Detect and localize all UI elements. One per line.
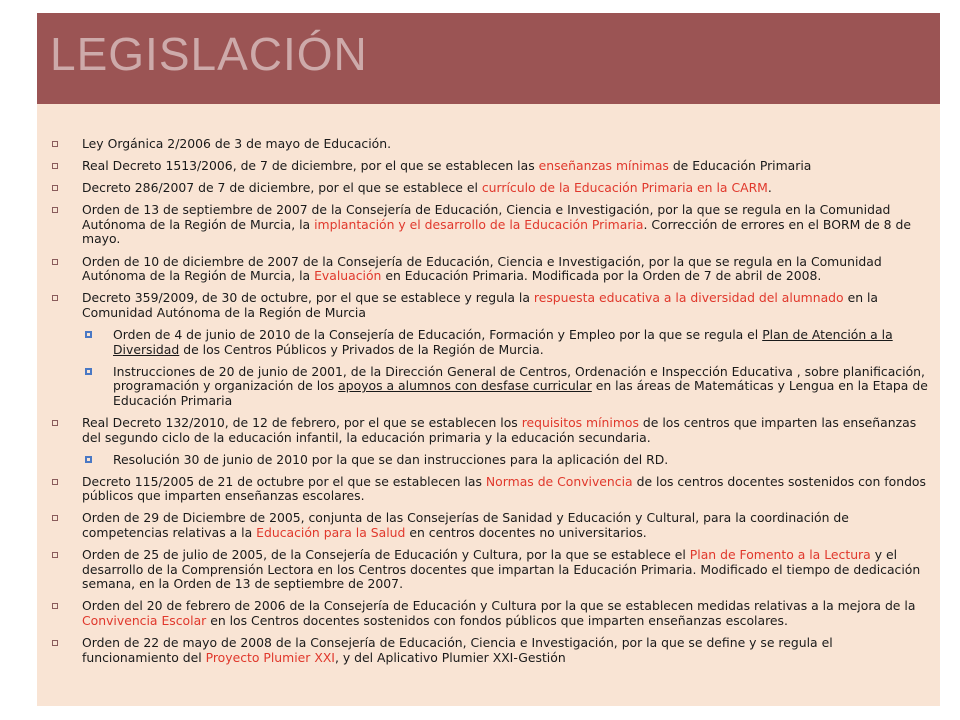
highlight-text: Proyecto Plumier XXI (205, 649, 335, 665)
list-item (37, 636, 940, 665)
list-item (37, 137, 940, 152)
square-bullet-icon (52, 163, 58, 169)
slide (37, 13, 940, 706)
item-text: Decreto 115/2005 de 21 de octubre por el que se establecen las (82, 473, 486, 489)
item-text: en los Centros docentes sostenidos con fondos públicos que imparten enseñanzas escolares. (206, 612, 788, 628)
item-text: Ley Orgánica 2/2006 de 3 de mayo de Educación. (82, 136, 392, 151)
sub-list-item (37, 328, 940, 357)
square-bullet-blue-icon (85, 368, 92, 375)
item-text: , y del Aplicativo Plumier XXI-Gestión (334, 649, 566, 665)
highlight-text: Normas de Convivencia (485, 473, 633, 489)
sub-list-item (37, 453, 940, 468)
square-bullet-icon (52, 207, 58, 213)
item-text: Orden de 25 de julio de 2005, de la Consejería de Educación y Cultura, por la que se establece el (82, 547, 690, 563)
highlight-text: Educación para la Salud (256, 524, 406, 540)
list-item (37, 181, 940, 196)
title-bar (37, 13, 940, 104)
square-bullet-icon (52, 603, 58, 609)
highlight-text: enseñanzas mínimas (538, 158, 669, 174)
item-text: . (767, 180, 772, 196)
slide-title: LEGISLACIÓN (50, 28, 368, 80)
item-text: Decreto 359/2009, de 30 de octubre, por el que se establece y regula la (82, 290, 534, 306)
highlight-text: requisitos mínimos (521, 414, 639, 430)
highlight-text: Convivencia Escolar (82, 612, 207, 628)
square-bullet-icon (52, 259, 58, 265)
item-text: y el desarrollo de la Comprensión Lectora en los Centros docentes que impartan la Educación Primaria. Modificado el tiempo de dedicación semana, en la Orden de 13 de septiembre de 2007. (82, 547, 921, 592)
square-bullet-icon (52, 515, 58, 521)
square-bullet-icon (52, 552, 58, 558)
item-text: Orden de 10 de diciembre de 2007 de la Consejería de Educación, Ciencia e Investigación, por la que se regula en la Comunidad Autónoma de la Región de Murcia, la (82, 253, 882, 284)
list-item (37, 159, 940, 174)
list-item (37, 291, 940, 320)
square-bullet-icon (52, 295, 58, 301)
highlight-text: respuesta educativa a la diversidad del alumnado (533, 290, 844, 306)
item-text: de los centros docentes sostenidos con fondos públicos que imparten enseñanzas escolares. (82, 473, 926, 504)
highlight-text: implantación y el desarrollo de la Educación Primaria (314, 216, 644, 232)
item-text: en centros docentes no universitarios. (405, 524, 647, 540)
underlined-text: Plan de Atención a la Diversidad (113, 326, 893, 357)
legislation-list (37, 137, 940, 673)
list-item (37, 255, 940, 284)
list-item (37, 599, 940, 628)
item-text: Real Decreto 132/2010, de 12 de febrero, por el que se establecen los (82, 414, 522, 430)
item-text: Resolución 30 de junio de 2010 por la que se dan instrucciones para la aplicación del RD. (113, 451, 669, 467)
list-item (37, 548, 940, 592)
list-item (37, 475, 940, 504)
item-text: Real Decreto 1513/2006, de 7 de diciembre, por el que se establecen las (82, 158, 539, 174)
item-text: de los Centros Públicos y Privados de la Región de Murcia. (179, 341, 544, 357)
square-bullet-blue-icon (85, 456, 92, 463)
square-bullet-icon (52, 185, 58, 191)
item-text: de Educación Primaria (668, 158, 812, 174)
square-bullet-icon (52, 479, 58, 485)
item-text: Instrucciones de 20 de junio de 2001, de la Dirección General de Centros, Ordenación e Inspección Educativa , sobre planificación, programación y organización de los (113, 363, 925, 394)
square-bullet-icon (52, 640, 58, 646)
sub-list-item (37, 365, 940, 409)
item-text: de los centros que imparten las enseñanzas del segundo ciclo de la educación infantil, la educación primaria y la educación secundaria. (82, 414, 917, 445)
item-text: Orden de 22 de mayo de 2008 de la Consejería de Educación, Ciencia e Investigación, por la que se define y se regula el funcionamiento del (82, 635, 833, 665)
item-text: en Educación Primaria. Modificada por la Orden de 7 de abril de 2008. (381, 268, 822, 284)
underlined-text: apoyos a alumnos con desfase curricular (338, 378, 592, 394)
list-item (37, 203, 940, 247)
highlight-text: currículo de la Educación Primaria en la CARM (481, 180, 768, 196)
list-item (37, 511, 940, 540)
item-text: Orden de 29 de Diciembre de 2005, conjunta de las Consejerías de Sanidad y Educación y Cultural, para la coordinación de competencias relativas a la (82, 510, 849, 540)
highlight-text: Plan de Fomento a la Lectura (689, 547, 871, 563)
item-text: Orden del 20 de febrero de 2006 de la Consejería de Educación y Cultura por la que se establecen medidas relativas a la mejora de la (82, 598, 916, 614)
item-text: en las áreas de Matemáticas y Lengua en la Etapa de Educación Primaria (113, 378, 928, 408)
item-text: . Corrección de errores en el BORM de 8 de mayo. (82, 216, 911, 247)
square-bullet-blue-icon (85, 331, 92, 338)
square-bullet-icon (52, 141, 58, 147)
list-item (37, 416, 940, 445)
item-text: Orden de 4 de junio de 2010 de la Consejería de Educación, Formación y Empleo por la que se regula el (113, 326, 763, 342)
square-bullet-icon (52, 420, 58, 426)
item-text: en la Comunidad Autónoma de la Región de Murcia (82, 290, 879, 320)
item-text: Decreto 286/2007 de 7 de diciembre, por el que se establece el (82, 180, 482, 196)
item-text: Orden de 13 de septiembre de 2007 de la Consejería de Educación, Ciencia e Investigación, por la que se regula en la Comunidad Autónoma de la Región de Murcia, la (82, 202, 891, 232)
highlight-text: Evaluación (314, 268, 382, 284)
